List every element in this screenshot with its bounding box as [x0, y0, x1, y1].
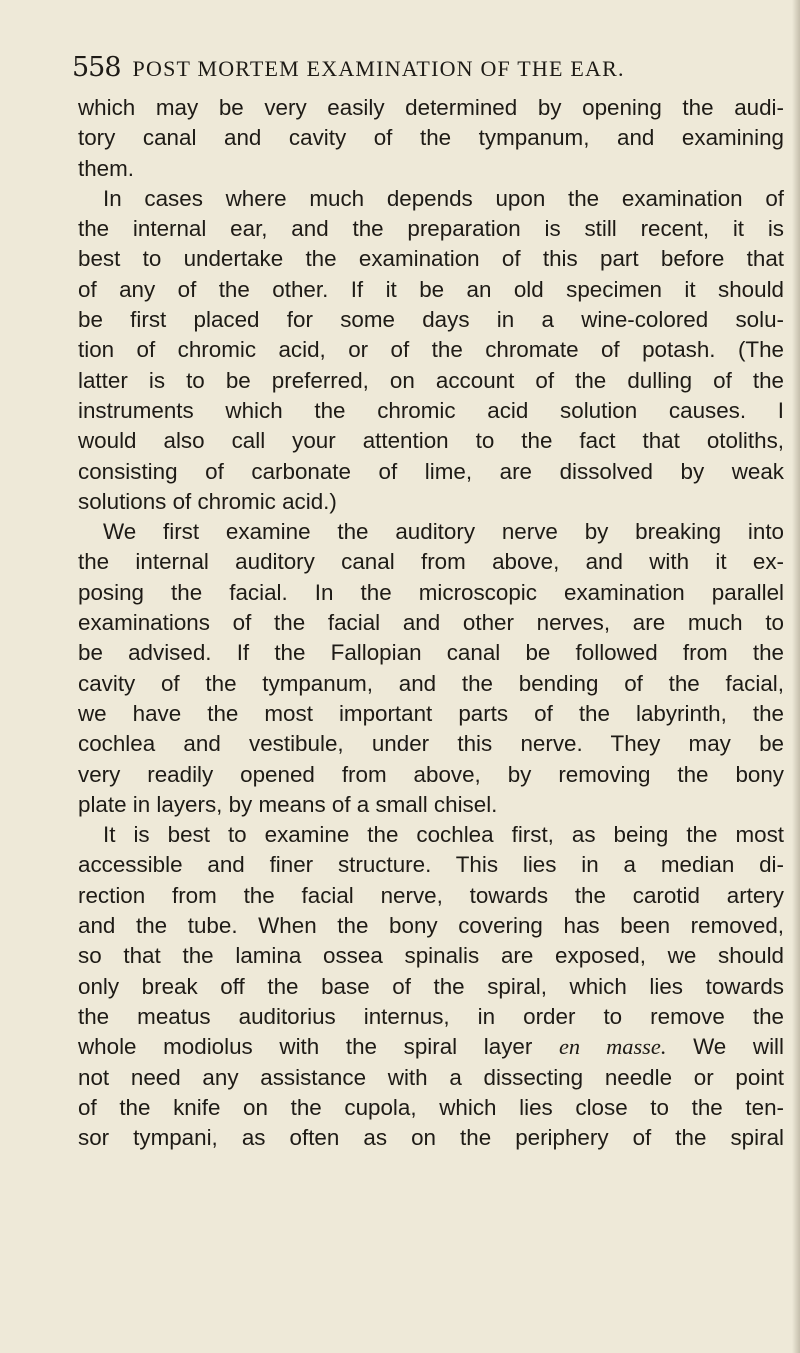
text-line: of any of the other. If it be an old specimen it should: [78, 276, 784, 302]
page-header: [72, 52, 784, 83]
text-line: plate in layers, by means of a small chisel.: [78, 791, 498, 817]
page-number: 558: [72, 52, 121, 83]
text-line: so that the lamina ossea spinalis are exposed, we should: [78, 943, 784, 969]
text-line: cavity of the tympanum, and the bending of the facial,: [78, 670, 784, 696]
text-run: whole modiolus with the spiral layer: [78, 1034, 559, 1060]
text-line: In cases where much depends upon the examination of: [103, 185, 784, 211]
text-line: which may be very easily determined by opening the audi-: [78, 95, 784, 120]
text-line: be first placed for some days in a wine-colored solu-: [78, 307, 784, 333]
running-head: POST MORTEM EXAMINATION OF THE EAR.: [132, 56, 625, 81]
text-line: sor tympani, as often as on the periphery of the spiral: [78, 1125, 784, 1151]
text-line: would also call your attention to the fact that otoliths,: [78, 428, 784, 454]
text-line: be advised. If the Fallopian canal be followed from the: [78, 640, 784, 666]
body-text: [78, 93, 784, 1153]
text-line: the meatus auditorius internus, in order to remove the: [78, 1003, 784, 1029]
paragraph-2: [78, 184, 784, 517]
text-line: tion of chromic acid, or of the chromate of potash. (The: [78, 337, 784, 363]
italic-phrase: en masse.: [558, 1034, 667, 1060]
text-line: we have the most important parts of the labyrinth, the: [78, 700, 784, 726]
text-line: solutions of chromic acid.): [78, 488, 337, 514]
text-line: examinations of the facial and other nerves, are much to: [78, 610, 784, 636]
paragraph-1: [78, 93, 784, 184]
book-page: [72, 52, 784, 1153]
text-line: It is best to examine the cochlea first, as being the most: [103, 822, 784, 848]
text-line: accessible and finer structure. This lies in a median di-: [78, 852, 784, 878]
text-line: the internal ear, and the preparation is still recent, it is: [78, 216, 784, 242]
text-line: only break off the base of the spiral, which lies towards: [78, 973, 784, 999]
paragraph-4: [78, 820, 784, 1153]
text-line: and the tube. When the bony covering has been removed,: [78, 913, 784, 939]
text-line: consisting of carbonate of lime, are dissolved by weak: [78, 458, 784, 484]
text-line: of the knife on the cupola, which lies close to the ten-: [78, 1094, 784, 1120]
paragraph-3: [78, 517, 784, 820]
text-line: We first examine the auditory nerve by breaking into: [103, 519, 784, 545]
text-line: not need any assistance with a dissecting needle or point: [78, 1064, 784, 1090]
text-line: tory canal and cavity of the tympanum, and examining: [78, 125, 784, 151]
text-line: them.: [78, 155, 134, 181]
text-line: posing the facial. In the microscopic examination parallel: [78, 579, 784, 605]
text-line: the internal auditory canal from above, and with it ex-: [78, 549, 784, 575]
page-edge-shadow: [792, 0, 800, 1353]
text-line: cochlea and vestibule, under this nerve. They may be: [78, 731, 784, 757]
text-line: latter is to be preferred, on account of the dulling of the: [78, 367, 784, 393]
text-line-with-italic: [78, 1032, 784, 1062]
text-line: instruments which the chromic acid solution causes. I: [78, 397, 784, 423]
text-line: rection from the facial nerve, towards the carotid artery: [78, 882, 784, 908]
text-run: We will: [666, 1034, 784, 1060]
text-line: very readily opened from above, by removing the bony: [78, 761, 784, 787]
text-line: best to undertake the examination of this part before that: [78, 246, 784, 272]
